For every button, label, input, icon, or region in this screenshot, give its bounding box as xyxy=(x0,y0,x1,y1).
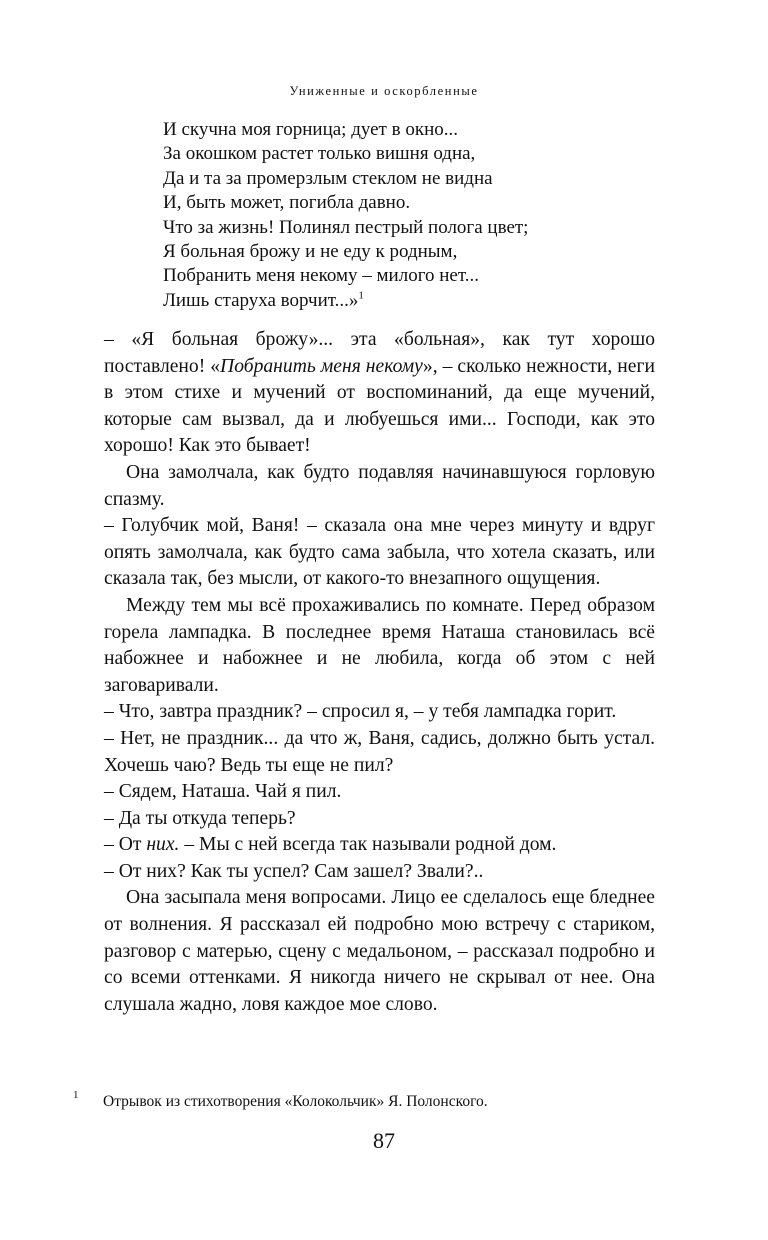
paragraph: – Голубчик мой, Ваня! – сказала она мне через минуту и вдруг опять замолчала, как будто сама забыла, что хотела сказать, или сказала так, без мысли, от какого-то внезапного ощущения. xyxy=(104,515,655,590)
paragraph: – Сядем, Наташа. Чай я пил. xyxy=(104,781,342,803)
poem-line-text: Лишь старуха ворчит...» xyxy=(163,289,359,311)
poem-line: Побранить меня некому – милого нет... xyxy=(163,265,479,287)
paragraph: – Да ты откуда теперь? xyxy=(104,807,296,829)
poem-line: За окошком растет только вишня одна, xyxy=(163,143,476,165)
footnote-reference: 1 xyxy=(358,289,364,302)
poem-line: И скучна моя горница; дует в окно... xyxy=(163,119,458,140)
paragraph: – Что, завтра праздник? – спросил я, – у тебя лампадка горит. xyxy=(104,701,617,723)
paragraph-text: – От xyxy=(104,834,147,856)
poem-line: Да и та за промерзлым стеклом не видна xyxy=(163,167,493,189)
italic-word: них. xyxy=(146,834,180,856)
paragraph xyxy=(104,327,655,460)
paragraph: Она засыпала меня вопросами. Лицо ее сделалось еще бледнее от волнения. Я рассказал ей подробно мою встречу с стариком, разговор с матерью, сцену с медальоном, – рассказал подробно и со всеми оттенками. Я никогда ничего не скрывал от нее. Она слушала жадно, ловя каждое мое слово. xyxy=(104,887,655,1015)
running-header: Униженные и оскорбленные xyxy=(289,84,479,98)
paragraph xyxy=(104,832,655,859)
footnote-mark: 1 xyxy=(73,1089,79,1101)
page-number: 87 xyxy=(373,1128,395,1153)
paragraph: Между тем мы всё прохаживались по комнате. Перед образом горела лампадка. В последнее время Наташа становилась всё набожнее и набожнее и не любила, когда об этом с ней заговаривали. xyxy=(104,594,655,696)
paragraph-text: – «Я больная брожу»... эта «больная», как тут хорошо поставлено! « xyxy=(104,329,655,377)
poem-line: И, быть может, погибла давно. xyxy=(163,192,411,214)
poem-line: Что за жизнь! Полинял пестрый полога цвет; xyxy=(163,216,529,238)
paragraph-text: », – сколько нежности, неги в этом стихе и мучений от воспоминаний, да еще мучений, которые сам вызвал, да и любуешься ими... Господи, как это хорошо! Как это бывает! xyxy=(104,355,656,457)
footnote-text: Отрывок из стихотворения «Колокольчик» Я. Полонского. xyxy=(103,1093,488,1110)
paragraph: Она замолчала, как будто подавляя начинавшуюся горловую спазму. xyxy=(104,461,655,510)
poem-last-line xyxy=(163,289,528,313)
italic-quote: Побранить меня некому xyxy=(220,355,423,377)
paragraph-text: – Мы с ней всегда так называли родной дом. xyxy=(179,834,557,856)
paragraph: – Нет, не праздник... да что ж, Ваня, садись, должно быть устал. Хочешь чаю? Ведь ты еще не пил? xyxy=(104,727,655,776)
paragraph: – От них? Как ты успел? Сам зашел? Звали?.. xyxy=(104,860,484,882)
body-text xyxy=(104,327,655,1018)
poem-line: Я больная брожу и не еду к родным, xyxy=(163,241,458,263)
poem-block xyxy=(163,118,528,313)
